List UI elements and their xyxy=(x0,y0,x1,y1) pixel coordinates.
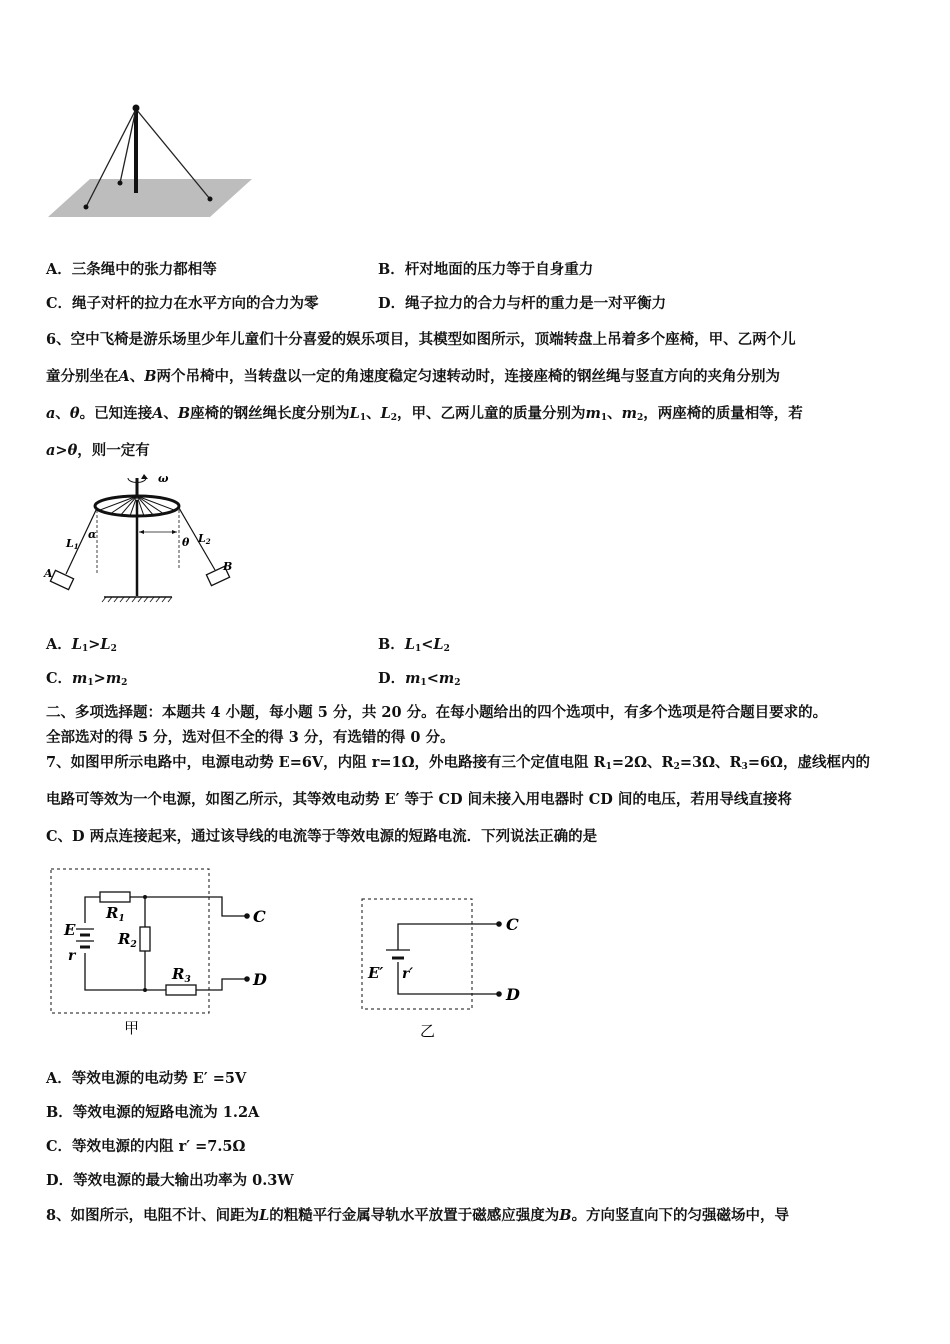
q5-option-b[interactable]: B．杆对地面的压力等于自身重力 xyxy=(378,261,594,278)
circuit-jia-figure xyxy=(48,865,278,1040)
stake-right xyxy=(208,197,213,202)
alpha-label: α xyxy=(88,528,97,541)
rope-mid xyxy=(120,109,136,183)
circuit-wires-yi xyxy=(398,924,498,994)
L1-label: L1 xyxy=(66,537,79,551)
battery-E-prime xyxy=(386,950,410,958)
q7-stem-line-1: 7、如图甲所示电路中，电源电动势 E=6V，内阻 r=1Ω，外电路接有三个定值电阻 $R_1=2\Omega$、$R_2=3\Omega$、$R_3=6\Omega$，虚线框内的 xyxy=(46,754,870,772)
q6-stem-line-4: a>θ，则一定有 xyxy=(46,442,150,459)
q7-stem-line-3: C、D 两点连接起来，通过该导线的电流等于等效电源的短路电流．下列说法正确的是 xyxy=(46,828,598,845)
q6-stem-line-3: a、θ。已知连接A、B座椅的钢丝绳长度分别为$L_1$、$L_2$，甲、乙两儿童的质量分别为$m_1$、$m_2$，两座椅的质量相等，若 xyxy=(46,405,803,423)
q7-option-a[interactable]: A．等效电源的电动势 E′ =5V xyxy=(46,1070,247,1087)
C-label-yi: C xyxy=(506,915,519,934)
q6-option-d[interactable]: D．$m_1<m_2$ xyxy=(378,670,461,688)
q6-stem-line-2: 童分别坐在A、B两个吊椅中，当转盘以一定的角速度稳定匀速转动时，连接座椅的钢丝绳与竖直方向的夹角分别为 xyxy=(46,368,781,385)
junction-top xyxy=(143,895,147,899)
radius-arrowhead-right xyxy=(172,530,177,534)
terminal-D-yi xyxy=(496,991,502,997)
D-label-yi: D xyxy=(506,985,520,1004)
R3-label: $R_3$ xyxy=(172,965,191,985)
R1-label: $R_1$ xyxy=(106,904,125,924)
caption-yi: 乙 xyxy=(420,1022,436,1040)
B-label: B xyxy=(223,560,233,573)
pole-top xyxy=(133,105,140,112)
q6-option-b[interactable]: B．$L_1<L_2$ xyxy=(378,636,450,654)
terminal-D-jia xyxy=(244,976,250,982)
section2-instructions-line-1: 二、多项选择题：本题共 4 小题，每小题 5 分，共 20 分。在每小题给出的四个选项中，有多个选项是符合题目要求的。 xyxy=(46,704,828,721)
section2-instructions-line-2: 全部选对的得 5 分，选对但不全的得 3 分，有选错的得 0 分。 xyxy=(46,729,455,746)
terminal-C-yi xyxy=(496,921,502,927)
q8-stem-line-1: 8、如图所示，电阻不计、间距为L的粗糙平行金属导轨水平放置于磁感应强度为B。方向竖直向下的匀强磁场中，导 xyxy=(46,1207,790,1224)
caption-jia: 甲 xyxy=(124,1019,140,1037)
A-label: A xyxy=(44,567,53,580)
resistor-R3 xyxy=(166,985,196,995)
D-label-jia: D xyxy=(253,970,267,989)
pole-ropes-figure xyxy=(40,95,260,225)
ground-plane xyxy=(48,179,252,217)
swing-ride-figure xyxy=(40,470,250,610)
q7-option-d[interactable]: D．等效电源的最大输出功率为 0.3W xyxy=(46,1172,294,1189)
battery-E xyxy=(76,929,94,947)
circuit-yi-figure xyxy=(358,892,538,1042)
seat-A xyxy=(50,570,73,589)
terminal-C-jia xyxy=(244,913,250,919)
q5-option-d[interactable]: D．绳子拉力的合力与杆的重力是一对平衡力 xyxy=(378,295,667,312)
q5-option-a[interactable]: A．三条绳中的张力都相等 xyxy=(46,261,217,278)
C-label-jia: C xyxy=(253,907,266,926)
q6-stem-line-1: 6、空中飞椅是游乐场里少年儿童们十分喜爱的娱乐项目，其模型如图所示，顶端转盘上吊着多个座椅，甲、乙两个儿 xyxy=(46,331,796,348)
resistor-R2 xyxy=(140,927,150,951)
theta-label: θ xyxy=(182,536,190,549)
E-label-jia: E xyxy=(64,921,76,939)
q5-option-c[interactable]: C．绳子对杆的拉力在水平方向的合力为零 xyxy=(46,295,319,312)
radius-arrowhead-left xyxy=(139,530,144,534)
q7-stem-line-2: 电路可等效为一个电源，如图乙所示，其等效电动势 E′ 等于 CD 间未接入用电器时 CD 间的电压，若用导线直接将 xyxy=(46,791,792,808)
q7-option-b[interactable]: B．等效电源的短路电流为 1.2A xyxy=(46,1104,260,1121)
stake-left xyxy=(84,205,89,210)
rotation-arrowhead xyxy=(141,474,148,479)
stake-mid xyxy=(118,181,123,186)
r-label-jia: r xyxy=(68,948,76,964)
E-prime-label: E′ xyxy=(368,964,384,982)
q7-option-c[interactable]: C．等效电源的内阻 r′ =7.5Ω xyxy=(46,1138,246,1155)
q6-option-a[interactable]: A．$L_1>L_2$ xyxy=(46,636,117,654)
dashed-box-yi xyxy=(362,899,472,1009)
L2-label: L2 xyxy=(198,532,211,546)
q6-option-c[interactable]: C．$m_1>m_2$ xyxy=(46,670,128,688)
r-prime-label: r′ xyxy=(402,966,414,982)
resistor-R1 xyxy=(100,892,130,902)
R2-label: $R_2$ xyxy=(118,930,137,950)
omega-label: ω xyxy=(158,472,169,485)
junction-bottom xyxy=(143,988,147,992)
